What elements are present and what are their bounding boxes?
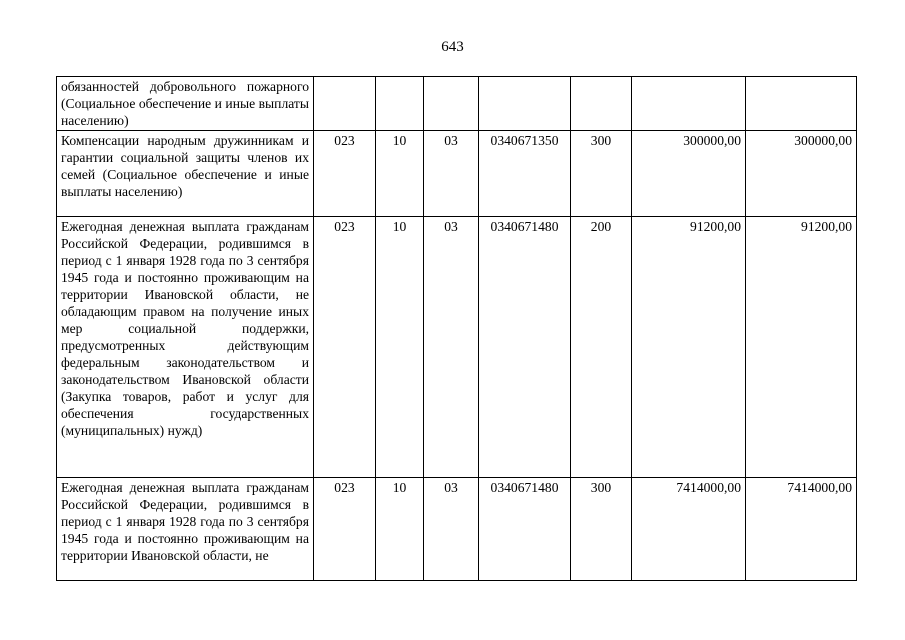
row-amount-1 xyxy=(632,77,746,131)
table-row xyxy=(57,217,857,478)
row-description: Ежегодная денежная выплата гражданам Российской Федерации, родившимся в период с 1 января 1928 года по 3 сентября 1945 года и постоянно проживающим на территории Ивановской области, не xyxy=(57,478,314,581)
budget-table xyxy=(56,76,857,581)
row-target-article xyxy=(479,77,571,131)
row-section: 10 xyxy=(376,131,424,217)
row-description: Ежегодная денежная выплата гражданам Российской Федерации, родившимся в период с 1 января 1928 года по 3 сентября 1945 года и постоянно проживающим на территории Ивановской области, не обладающим правом на получение иных мер социальной поддержки, предусмотренных действующим федеральным законодательством и законодательством Ивановской области (Закупка товаров, работ и услуг для обеспечения государственных (муниципальных) нужд) xyxy=(57,217,314,478)
row-expense-type: 200 xyxy=(571,217,632,478)
row-description: Компенсации народным дружинникам и гарантии социальной защиты членов их семей (Социальное обеспечение и иные выплаты населению) xyxy=(57,131,314,217)
row-expense-type: 300 xyxy=(571,478,632,581)
row-code: 023 xyxy=(314,131,376,217)
row-code xyxy=(314,77,376,131)
row-code: 023 xyxy=(314,478,376,581)
row-section: 10 xyxy=(376,478,424,581)
row-amount-1: 300000,00 xyxy=(632,131,746,217)
table-row xyxy=(57,131,857,217)
row-target-article: 0340671350 xyxy=(479,131,571,217)
row-amount-1: 7414000,00 xyxy=(632,478,746,581)
row-amount-2: 300000,00 xyxy=(746,131,857,217)
row-expense-type: 300 xyxy=(571,131,632,217)
row-section xyxy=(376,77,424,131)
row-amount-2 xyxy=(746,77,857,131)
row-section: 10 xyxy=(376,217,424,478)
page-number: 643 xyxy=(441,39,464,55)
table-row xyxy=(57,77,857,131)
row-subsection: 03 xyxy=(424,131,479,217)
row-amount-2: 91200,00 xyxy=(746,217,857,478)
row-amount-2: 7414000,00 xyxy=(746,478,857,581)
table-row xyxy=(57,478,857,581)
row-subsection: 03 xyxy=(424,217,479,478)
row-target-article: 0340671480 xyxy=(479,217,571,478)
row-expense-type xyxy=(571,77,632,131)
row-description: обязанностей добровольного пожарного (Социальное обеспечение и иные выплаты населению) xyxy=(57,77,314,131)
row-target-article: 0340671480 xyxy=(479,478,571,581)
row-code: 023 xyxy=(314,217,376,478)
row-amount-1: 91200,00 xyxy=(632,217,746,478)
row-subsection: 03 xyxy=(424,478,479,581)
row-subsection xyxy=(424,77,479,131)
